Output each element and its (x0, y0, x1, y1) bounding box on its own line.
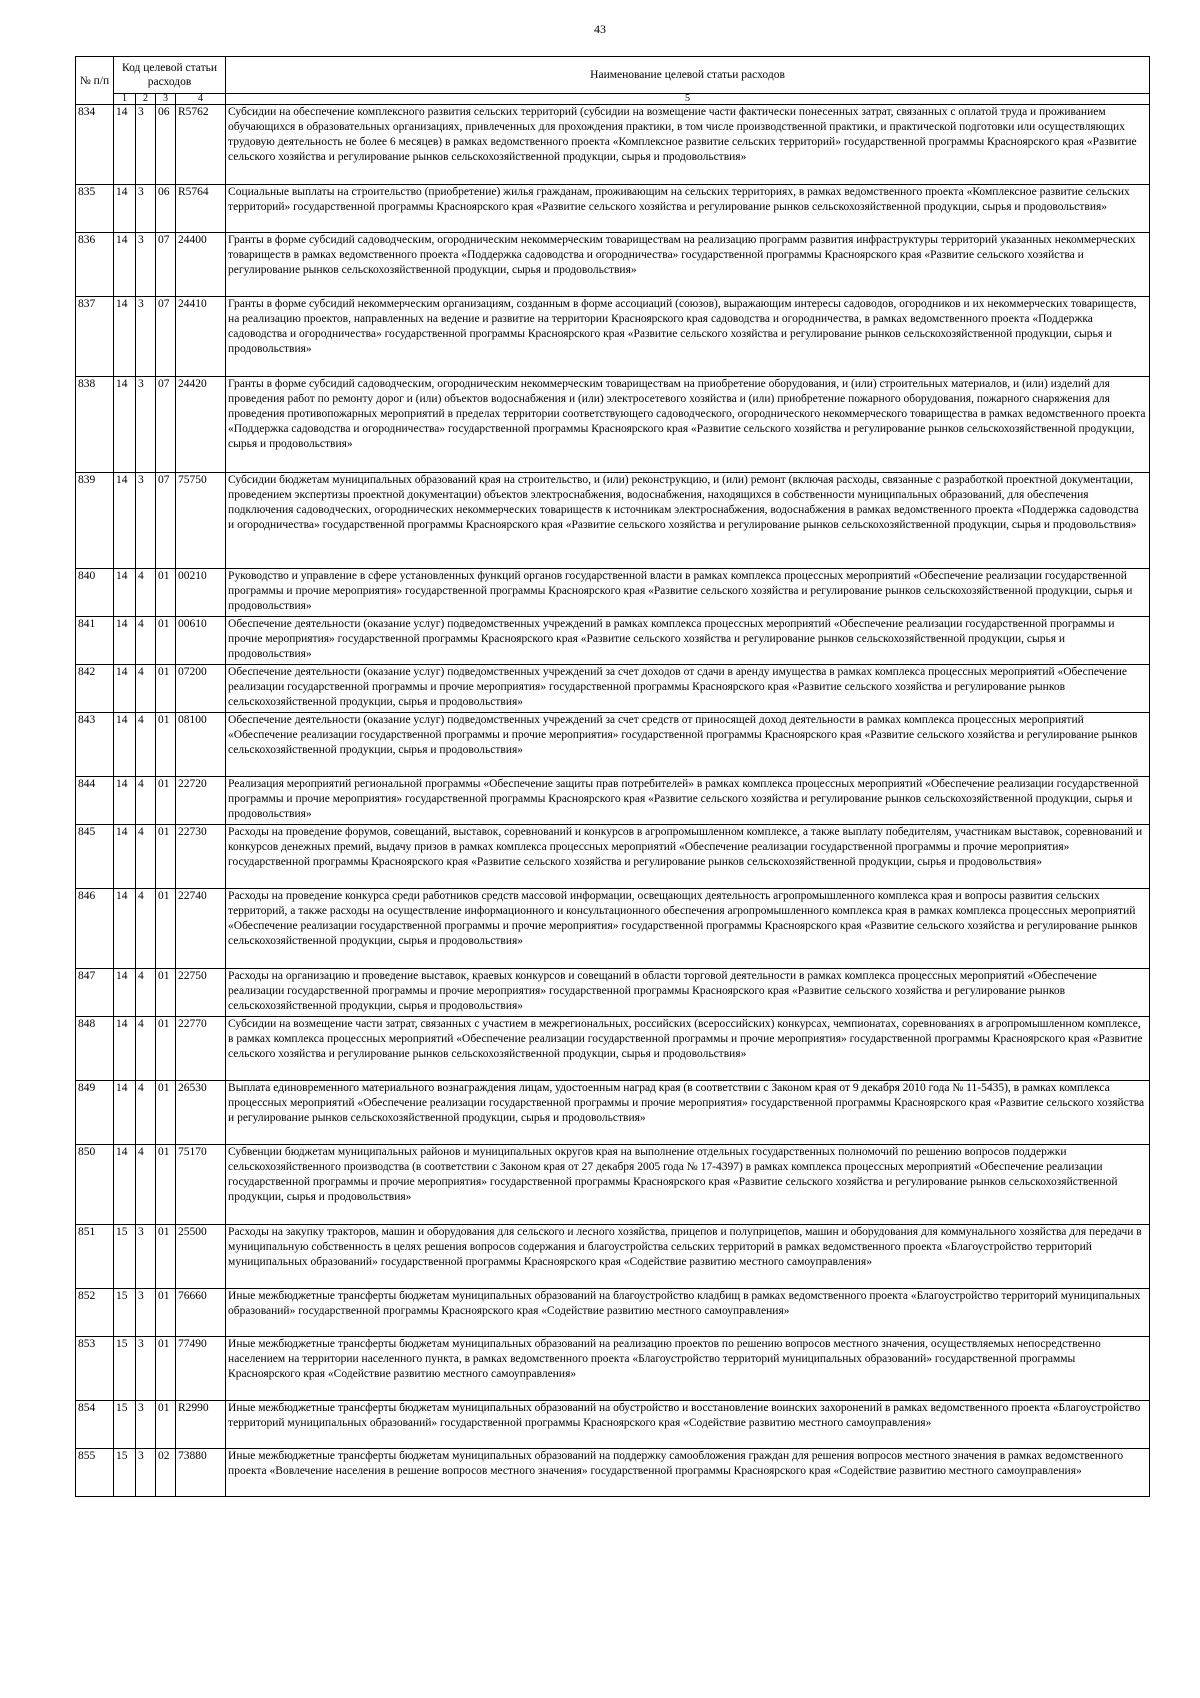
code-program: 14 (114, 569, 136, 617)
header-number: № п/п (76, 57, 114, 105)
code-subprogram: 4 (136, 1145, 156, 1225)
code-subprogram: 4 (136, 825, 156, 889)
code-project: 07 (156, 297, 176, 377)
code-project: 01 (156, 713, 176, 777)
code-project: 07 (156, 233, 176, 297)
code-program: 14 (114, 185, 136, 233)
code-direction: 00610 (176, 617, 226, 665)
row-number: 843 (76, 713, 114, 777)
row-name: Иные межбюджетные трансферты бюджетам муниципальных образований на реализацию проектов по решению вопросов местного значения, осуществляемых непосредственно населением на территории населенного пункта, в рамках ведомственного проекта «Благоустройство территорий муниципальных образований» государственной программы Красноярского края «Содействие развитию местного самоуправления» (226, 1337, 1150, 1401)
code-project: 01 (156, 1289, 176, 1337)
row-number: 846 (76, 889, 114, 969)
code-subprogram: 4 (136, 969, 156, 1017)
code-project: 01 (156, 1401, 176, 1449)
row-number: 841 (76, 617, 114, 665)
code-program: 14 (114, 617, 136, 665)
row-number: 849 (76, 1081, 114, 1145)
code-subprogram: 4 (136, 1081, 156, 1145)
table-header-row (76, 57, 1150, 94)
table-row (76, 1289, 1150, 1337)
row-number: 848 (76, 1017, 114, 1081)
code-direction: 75750 (176, 473, 226, 569)
budget-table (75, 56, 1150, 1497)
code-direction: 07200 (176, 665, 226, 713)
table-row (76, 777, 1150, 825)
code-subprogram: 4 (136, 713, 156, 777)
code-subprogram: 4 (136, 617, 156, 665)
table-row (76, 1145, 1150, 1225)
table-row (76, 297, 1150, 377)
row-number: 840 (76, 569, 114, 617)
code-program: 14 (114, 1145, 136, 1225)
code-project: 01 (156, 1337, 176, 1401)
header-code: Код целевой статьи расходов (114, 57, 226, 94)
row-name: Иные межбюджетные трансферты бюджетам муниципальных образований на благоустройство кладбищ в рамках ведомственного проекта «Благоустройство территорий муниципальных образований» государственной программы Красноярского края «Содействие развитию местного самоуправления» (226, 1289, 1150, 1337)
code-program: 15 (114, 1225, 136, 1289)
code-subprogram: 4 (136, 889, 156, 969)
row-name: Гранты в форме субсидий садоводческим, огородническим некоммерческим товариществам на реализацию программ развития инфраструктуры территорий указанных некоммерческих товариществ в рамках ведомственного проекта «Поддержка садоводства и огородничества» государственной программы Красноярского края «Развитие сельского хозяйства и регулирование рынков сельскохозяйственной продукции, сырья и продовольствия» (226, 233, 1150, 297)
row-number: 851 (76, 1225, 114, 1289)
row-number: 839 (76, 473, 114, 569)
code-project: 07 (156, 473, 176, 569)
table-row (76, 713, 1150, 777)
row-name: Реализация мероприятий региональной программы «Обеспечение защиты прав потребителей» в рамках комплекса процессных мероприятий «Обеспечение реализации государственной программы и прочие мероприятия» государственной программы Красноярского края «Развитие сельского хозяйства и регулирование рынков сельскохозяйственной продукции, сырья и продовольствия» (226, 777, 1150, 825)
code-project: 02 (156, 1449, 176, 1497)
table-row (76, 185, 1150, 233)
code-subprogram: 3 (136, 1337, 156, 1401)
code-direction: 24420 (176, 377, 226, 473)
row-name: Выплата единовременного материального вознаграждения лицам, удостоенным наград края (в соответствии с Законом края от 9 декабря 2010 года № 11-5435), в рамках комплекса процессных мероприятий «Обеспечение реализации государственной программы и прочие мероприятия» государственной программы Красноярского края «Развитие сельского хозяйства и регулирование рынков сельскохозяйственной продукции, сырья и продовольствия» (226, 1081, 1150, 1145)
code-program: 14 (114, 969, 136, 1017)
code-project: 07 (156, 377, 176, 473)
code-subprogram: 3 (136, 233, 156, 297)
row-name: Гранты в форме субсидий некоммерческим организациям, созданным в форме ассоциаций (союзов), выражающим интересы садоводов, огородников и их некоммерческих товариществ, на реализацию проектов, направленных на ведение и развитие на территории Красноярского края садоводства и огородничества, в рамках ведомственного проекта «Поддержка садоводства и огородничества» государственной программы Красноярского края «Развитие сельского хозяйства и регулирование рынков сельскохозяйственной продукции, сырья и продовольствия» (226, 297, 1150, 377)
code-subprogram: 4 (136, 777, 156, 825)
row-name: Расходы на организацию и проведение выставок, краевых конкурсов и совещаний в области торговой деятельности в рамках комплекса процессных мероприятий «Обеспечение реализации государственной программы и прочие мероприятия» государственной программы Красноярского края «Развитие сельского хозяйства и регулирование рынков сельскохозяйственной продукции, сырья и продовольствия» (226, 969, 1150, 1017)
code-program: 14 (114, 1017, 136, 1081)
code-direction: 25500 (176, 1225, 226, 1289)
code-project: 01 (156, 665, 176, 713)
code-project: 01 (156, 825, 176, 889)
row-name: Субсидии бюджетам муниципальных образований края на строительство, и (или) реконструкцию, и (или) ремонт (включая расходы, связанные с разработкой проектной документации, проведением экспертизы проектной документации) объектов электроснабжения, водоснабжения, находящихся в собственности муниципальных образований, для обеспечения подключения садоводческих, огороднических некоммерческих товариществ к источникам электроснабжения, водоснабжения в рамках ведомственного проекта «Поддержка садоводства и огородничества» государственной программы Красноярского края «Развитие сельского хозяйства и регулирование рынков сельскохозяйственной продукции, сырья и продовольствия» (226, 473, 1150, 569)
page-number: 43 (594, 22, 606, 36)
row-number: 835 (76, 185, 114, 233)
row-name: Расходы на закупку тракторов, машин и оборудования для сельского и лесного хозяйства, прицепов и полуприцепов, машин и оборудования для коммунального хозяйства для передачи в муниципальную собственность в целях решения вопросов содержания и благоустройства сельских территорий в рамках ведомственного проекта «Благоустройство территорий муниципальных образований» государственной программы Красноярского края «Содействие развитию местного самоуправления» (226, 1225, 1150, 1289)
code-direction: 22730 (176, 825, 226, 889)
code-project: 01 (156, 889, 176, 969)
code-direction: 00210 (176, 569, 226, 617)
row-number: 836 (76, 233, 114, 297)
table-row (76, 233, 1150, 297)
row-name: Субвенции бюджетам муниципальных районов и муниципальных округов края на выполнение отдельных государственных полномочий по решению вопросов поддержки сельскохозяйственного производства (в соответствии с Законом края от 27 декабря 2005 года № 17-4397) в рамках комплекса процессных мероприятий «Обеспечение реализации государственной программы и прочие мероприятия» государственной программы Красноярского края «Развитие сельского хозяйства и регулирование рынков сельскохозяйственной продукции, сырья и продовольствия» (226, 1145, 1150, 1225)
code-subprogram: 4 (136, 1017, 156, 1081)
row-number: 844 (76, 777, 114, 825)
code-program: 15 (114, 1449, 136, 1497)
code-program: 15 (114, 1337, 136, 1401)
table-row (76, 1449, 1150, 1497)
row-number: 845 (76, 825, 114, 889)
code-program: 14 (114, 377, 136, 473)
code-project: 01 (156, 1017, 176, 1081)
code-project: 01 (156, 969, 176, 1017)
code-program: 14 (114, 713, 136, 777)
row-name: Обеспечение деятельности (оказание услуг) подведомственных учреждений за счет доходов от сдачи в аренду имущества в рамках комплекса процессных мероприятий «Обеспечение реализации государственной программы и прочие мероприятия» государственной программы Красноярского края «Развитие сельского хозяйства и регулирование рынков сельскохозяйственной продукции, сырья и продовольствия» (226, 665, 1150, 713)
code-direction: 77490 (176, 1337, 226, 1401)
code-subprogram: 3 (136, 1225, 156, 1289)
table-row (76, 569, 1150, 617)
table-row (76, 1401, 1150, 1449)
code-subprogram: 4 (136, 569, 156, 617)
code-program: 14 (114, 889, 136, 969)
table-row (76, 665, 1150, 713)
code-project: 06 (156, 185, 176, 233)
code-project: 01 (156, 1081, 176, 1145)
code-program: 14 (114, 777, 136, 825)
code-project: 01 (156, 569, 176, 617)
table-body (76, 105, 1150, 1497)
code-direction: R5762 (176, 105, 226, 185)
code-subprogram: 3 (136, 297, 156, 377)
header-col-3: 3 (156, 94, 176, 105)
row-number: 852 (76, 1289, 114, 1337)
row-name: Расходы на проведение конкурса среди работников средств массовой информации, освещающих деятельность агропромышленного комплекса края и вопросы развития сельских территорий, а также расходы на осуществление информационного и консультационного обеспечения агропромышленного комплекса края в рамках комплекса процессных мероприятий «Обеспечение реализации государственной программы и прочие мероприятия» государственной программы Красноярского края «Развитие сельского хозяйства и регулирование рынков сельскохозяйственной продукции, сырья и продовольствия» (226, 889, 1150, 969)
table-row (76, 473, 1150, 569)
table-row (76, 1017, 1150, 1081)
row-number: 847 (76, 969, 114, 1017)
row-name: Субсидии на возмещение части затрат, связанных с участием в межрегиональных, российских (всероссийских) конкурсах, чемпионатах, соревнованиях в агропромышленном комплексе, в рамках комплекса процессных мероприятий «Обеспечение реализации государственной программы и прочие мероприятия» государственной программы Красноярского края «Развитие сельского хозяйства и регулирование рынков сельскохозяйственной продукции, сырья и продовольствия» (226, 1017, 1150, 1081)
code-subprogram: 3 (136, 1401, 156, 1449)
code-direction: R2990 (176, 1401, 226, 1449)
code-direction: 22740 (176, 889, 226, 969)
row-number: 854 (76, 1401, 114, 1449)
code-program: 14 (114, 1081, 136, 1145)
header-col-1: 1 (114, 94, 136, 105)
code-project: 06 (156, 105, 176, 185)
code-subprogram: 4 (136, 665, 156, 713)
code-direction: 22750 (176, 969, 226, 1017)
header-col-5-label: 5 (226, 94, 1150, 105)
table-row (76, 825, 1150, 889)
row-number: 838 (76, 377, 114, 473)
table-row (76, 1337, 1150, 1401)
code-direction: 75170 (176, 1145, 226, 1225)
code-project: 01 (156, 777, 176, 825)
row-name: Гранты в форме субсидий садоводческим, огородническим некоммерческим товариществам на приобретение оборудования, и (или) строительных материалов, и (или) изделий для проведения работ по ремонту дорог и (или) объектов водоснабжения и (или) электросетевого хозяйства и (или) приобретение пожарного оборудования, пожарного снаряжения для проведения противопожарных мероприятий в пределах территории соответствующего садоводческого, огороднического некоммерческого товарищества в рамках ведомственного проекта «Поддержка садоводства и огородничества» государственной программы Красноярского края «Развитие сельского хозяйства и регулирование рынков сельскохозяйственной продукции, сырья и продовольствия» (226, 377, 1150, 473)
code-program: 14 (114, 105, 136, 185)
table-row (76, 105, 1150, 185)
code-direction: 24410 (176, 297, 226, 377)
code-direction: 73880 (176, 1449, 226, 1497)
row-number: 853 (76, 1337, 114, 1401)
code-direction: R5764 (176, 185, 226, 233)
row-name: Социальные выплаты на строительство (приобретение) жилья гражданам, проживающим на сельских территориях, в рамках ведомственного проекта «Комплексное развитие сельских территорий» государственной программы Красноярского края «Развитие сельского хозяйства и регулирование рынков сельскохозяйственной продукции, сырья и продовольствия» (226, 185, 1150, 233)
code-direction: 22720 (176, 777, 226, 825)
table-column-number-row (76, 94, 1150, 105)
code-subprogram: 3 (136, 377, 156, 473)
header-col-4: 4 (176, 94, 226, 105)
row-name: Расходы на проведение форумов, совещаний, выставок, соревнований и конкурсов в агропромышленном комплексе, а также выплату победителям, участникам выставок, соревнований и конкурсов денежных премий, выдачу призов в рамках комплекса процессных мероприятий «Обеспечение реализации государственной программы и прочие мероприятия» государственной программы Красноярского края «Развитие сельского хозяйства и регулирование рынков сельскохозяйственной продукции, сырья и продовольствия» (226, 825, 1150, 889)
code-subprogram: 3 (136, 1289, 156, 1337)
row-name: Обеспечение деятельности (оказание услуг) подведомственных учреждений в рамках комплекса процессных мероприятий «Обеспечение реализации государственной программы и прочие мероприятия» государственной программы Красноярского края «Развитие сельского хозяйства и регулирование рынков сельскохозяйственной продукции, сырья и продовольствия» (226, 617, 1150, 665)
code-program: 14 (114, 825, 136, 889)
code-direction: 08100 (176, 713, 226, 777)
code-direction: 24400 (176, 233, 226, 297)
row-number: 850 (76, 1145, 114, 1225)
code-direction: 26530 (176, 1081, 226, 1145)
code-project: 01 (156, 1225, 176, 1289)
row-name: Иные межбюджетные трансферты бюджетам муниципальных образований на поддержку самообложения граждан для решения вопросов местного значения в рамках ведомственного проекта «Вовлечение населения в решение вопросов местного значения» государственной программы Красноярского края «Содействие развитию местного самоуправления» (226, 1449, 1150, 1497)
code-subprogram: 3 (136, 105, 156, 185)
table-row (76, 1225, 1150, 1289)
table-row (76, 617, 1150, 665)
code-subprogram: 3 (136, 1449, 156, 1497)
row-name: Обеспечение деятельности (оказание услуг) подведомственных учреждений за счет средств от приносящей доход деятельности в рамках комплекса процессных мероприятий «Обеспечение реализации государственной программы и прочие мероприятия» государственной программы Красноярского края «Развитие сельского хозяйства и регулирование рынков сельскохозяйственной продукции, сырья и продовольствия» (226, 713, 1150, 777)
code-program: 15 (114, 1401, 136, 1449)
code-program: 14 (114, 665, 136, 713)
table-row (76, 377, 1150, 473)
row-name: Иные межбюджетные трансферты бюджетам муниципальных образований на обустройство и восстановление воинских захоронений в рамках ведомственного проекта «Благоустройство территорий муниципальных образований» государственной программы Красноярского края «Содействие развитию местного самоуправления» (226, 1401, 1150, 1449)
code-program: 14 (114, 473, 136, 569)
row-number: 855 (76, 1449, 114, 1497)
header-name: Наименование целевой статьи расходов (226, 57, 1150, 94)
code-project: 01 (156, 617, 176, 665)
code-subprogram: 3 (136, 473, 156, 569)
code-direction: 22770 (176, 1017, 226, 1081)
code-program: 15 (114, 1289, 136, 1337)
code-direction: 76660 (176, 1289, 226, 1337)
code-project: 01 (156, 1145, 176, 1225)
code-subprogram: 3 (136, 185, 156, 233)
row-name: Субсидии на обеспечение комплексного развития сельских территорий (субсидии на возмещение части фактически понесенных затрат, связанных с оплатой труда и проживанием обучающихся в образовательных организациях, привлеченных для прохождения практики, в том числе производственной практики, и практической подготовки или осуществляющих трудовую деятельность не более 6 месяцев) в рамках ведомственного проекта «Комплексное развитие сельских территорий» государственной программы Красноярского края «Развитие сельского хозяйства и регулирование рынков сельскохозяйственной продукции, сырья и продовольствия» (226, 105, 1150, 185)
table-row (76, 1081, 1150, 1145)
row-number: 842 (76, 665, 114, 713)
header-col-2: 2 (136, 94, 156, 105)
table-row (76, 969, 1150, 1017)
table-row (76, 889, 1150, 969)
code-program: 14 (114, 233, 136, 297)
row-number: 834 (76, 105, 114, 185)
row-name: Руководство и управление в сфере установленных функций органов государственной власти в рамках комплекса процессных мероприятий «Обеспечение реализации государственной программы и прочие мероприятия» государственной программы Красноярского края «Развитие сельского хозяйства и регулирование рынков сельскохозяйственной продукции, сырья и продовольствия» (226, 569, 1150, 617)
row-number: 837 (76, 297, 114, 377)
code-program: 14 (114, 297, 136, 377)
